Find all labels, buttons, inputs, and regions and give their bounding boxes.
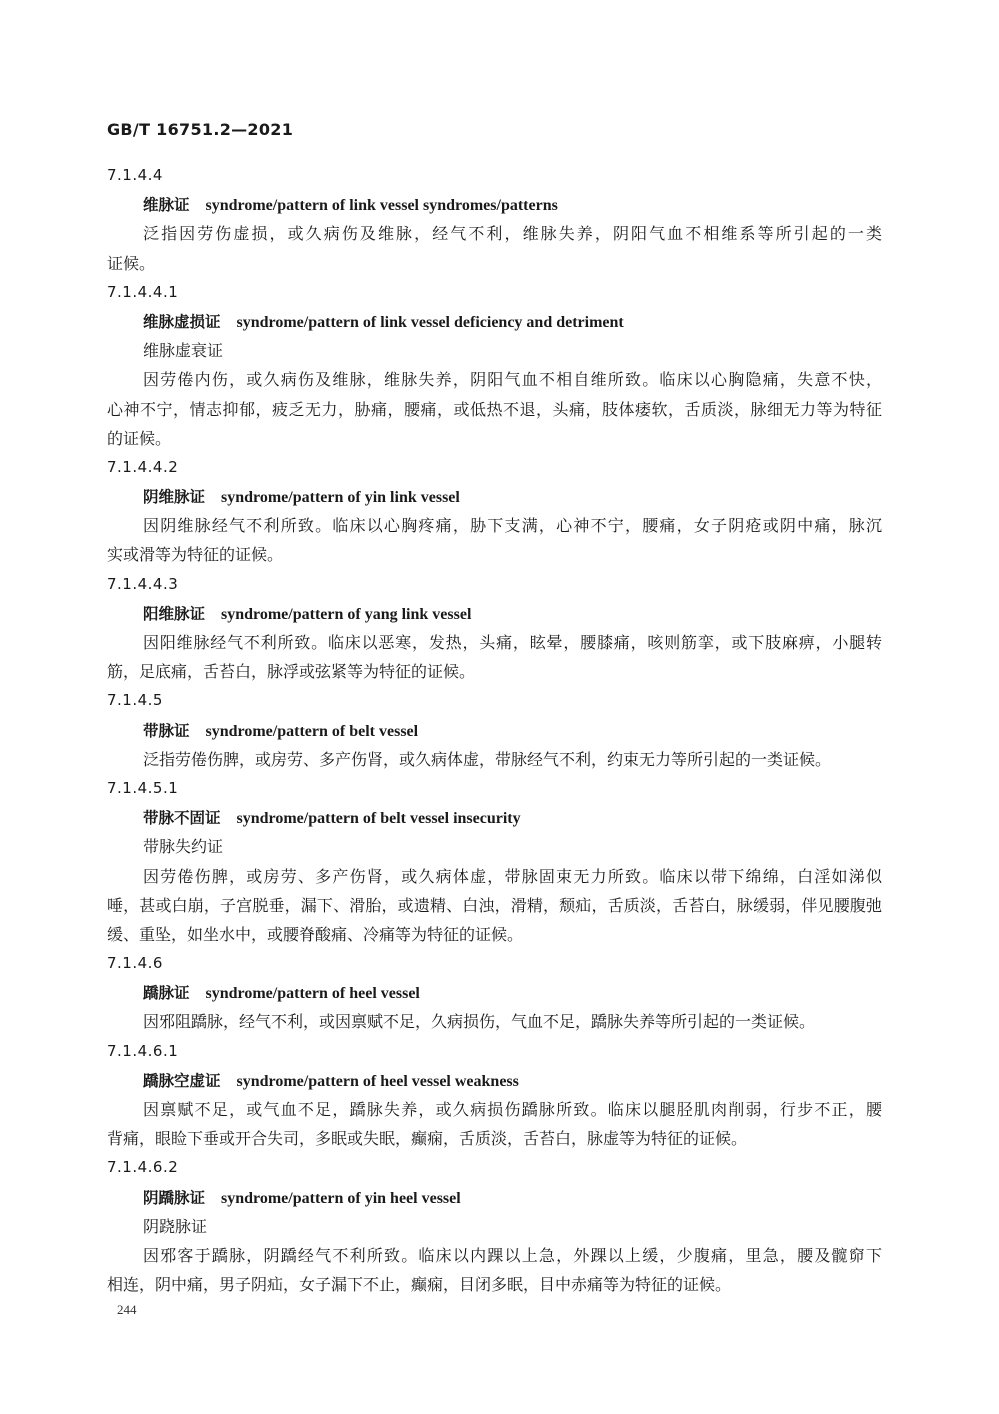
- term-zh: 带脉证: [143, 721, 190, 740]
- entry-number: 7.1.4.4.2: [107, 457, 179, 476]
- term-zh: 阳维脉证: [143, 604, 206, 623]
- term-zh: 阴维脉证: [143, 488, 206, 507]
- term-en: syndrome/pattern of belt vessel: [205, 722, 419, 740]
- entry-term: [0, 307, 999, 336]
- entry-synonym: 带脉失约证: [143, 837, 224, 857]
- definition-line: 因劳倦内伤，或久病伤及维脉，维脉失养，阴阳气血不相自维所致。临床以心胸隐痛，失意不快，: [143, 370, 882, 390]
- term-en: syndrome/pattern of heel vessel: [205, 985, 420, 1003]
- term-zh: 蹻脉空虚证: [143, 1071, 221, 1090]
- definition-line: 因阴维脉经气不利所致。临床以心胸疼痛，胁下支满，心神不宁，腰痛，女子阴疮或阴中痛，脉沉: [143, 516, 882, 536]
- entry-number: 7.1.4.5: [107, 691, 163, 710]
- entry-term: [0, 1066, 999, 1095]
- definition-line: 因禀赋不足，或气血不足，蹻脉失养，或久病损伤蹻脉所致。临床以腿胫肌肉削弱，行步不正，腰: [143, 1100, 882, 1119]
- definition-line: 筋，足底痛，舌苔白，脉浮或弦紧等为特征的证候。: [107, 662, 476, 682]
- entry-term: [0, 716, 999, 745]
- term-en: syndrome/pattern of heel vessel weakness: [236, 1072, 519, 1090]
- entry-term: [0, 599, 999, 628]
- entry-term: [0, 1183, 999, 1212]
- term-en: syndrome/pattern of yang link vessel: [221, 605, 472, 623]
- entry-number: 7.1.4.4.3: [107, 574, 179, 593]
- entry-term: [0, 482, 999, 511]
- definition-line: 心神不宁，情志抑郁，疲乏无力，胁痛，腰痛，或低热不退，头痛，肢体痿软，舌质淡，脉细无力等为特征: [107, 399, 882, 419]
- term-zh: 带脉不固证: [143, 809, 221, 828]
- entry-term: [0, 190, 999, 219]
- entry-number: 7.1.4.4: [107, 166, 163, 184]
- entry-number: 7.1.4.6: [107, 954, 163, 973]
- term-en: syndrome/pattern of yin heel vessel: [221, 1189, 461, 1207]
- entry-term: [0, 803, 999, 832]
- term-zh: 蹻脉证: [143, 984, 190, 1003]
- term-en: syndrome/pattern of yin link vessel: [221, 489, 460, 507]
- definition-line: 缓、重坠，如坐水中，或腰脊酸痛、冷痛等为特征的证候。: [107, 924, 524, 944]
- definition-line: 因邪客于蹻脉，阴蹻经气不利所致。临床以内踝以上急，外踝以上缓，少腹痛，里急，腰及髋窌下: [143, 1245, 882, 1265]
- standard-code: GB/T 16751.2—2021: [107, 120, 294, 139]
- term-zh: 阴蹻脉证: [143, 1188, 206, 1207]
- entry-term: [0, 978, 999, 1007]
- entry-number: 7.1.4.6.2: [107, 1158, 179, 1177]
- entry-number: 7.1.4.4.1: [107, 282, 179, 301]
- entry-number: 7.1.4.6.1: [107, 1041, 179, 1060]
- definition-line: 泛指劳倦伤脾，或房劳、多产伤肾，或久病体虚，带脉经气不利，约束无力等所引起的一类证候。: [143, 749, 832, 769]
- page-number: 244: [117, 1302, 137, 1317]
- term-en: syndrome/pattern of link vessel deficiency and detriment: [236, 313, 624, 331]
- entry-number: 7.1.4.5.1: [107, 778, 179, 797]
- term-en: syndrome/pattern of link vessel syndromes/patterns: [205, 197, 558, 215]
- entry-synonym: 阴跷脉证: [143, 1216, 208, 1236]
- term-en: syndrome/pattern of belt vessel insecurity: [236, 810, 521, 828]
- definition-line: 因邪阻蹻脉，经气不利，或因禀赋不足，久病损伤，气血不足，蹻脉失养等所引起的一类证候。: [143, 1012, 816, 1032]
- entry-list: [0, 161, 999, 1299]
- definition-line: 实或滑等为特征的证候。: [107, 545, 284, 565]
- definition-line: 唾，甚或白崩，子宫脱垂，漏下、滑胎，或遗精、白浊，滑精，颓疝，舌质淡，舌苔白，脉缓弱，伴见腰腹弛: [107, 895, 882, 915]
- entry-synonym: 维脉虚衰证: [143, 341, 224, 361]
- definition-line: 因劳倦伤脾，或房劳、多产伤肾，或久病体虚，带脉固束无力所致。临床以带下绵绵，白淫如涕似: [143, 866, 882, 886]
- definition-line: 因阳维脉经气不利所致。临床以恶寒，发热，头痛，眩晕，腰膝痛，咳则筋挛，或下肢麻痹，小腿转: [143, 633, 882, 652]
- term-zh: 维脉证: [143, 196, 190, 215]
- definition-line: 相连，阴中痛，男子阴疝，女子漏下不止，癫痫，目闭多眠，目中赤痛等为特征的证候。: [107, 1275, 732, 1295]
- definition-line: 证候。: [107, 253, 156, 273]
- definition-line: 的证候。: [107, 428, 172, 448]
- term-zh: 维脉虚损证: [143, 312, 221, 331]
- definition-line: 泛指因劳伤虚损，或久病伤及维脉，经气不利，维脉失养，阴阳气血不相维系等所引起的一类: [143, 224, 882, 244]
- definition-line: 背痛，眼睑下垂或开合失司，多眠或失眠，癫痫，舌质淡，舌苔白，脉虚等为特征的证候。: [107, 1129, 748, 1149]
